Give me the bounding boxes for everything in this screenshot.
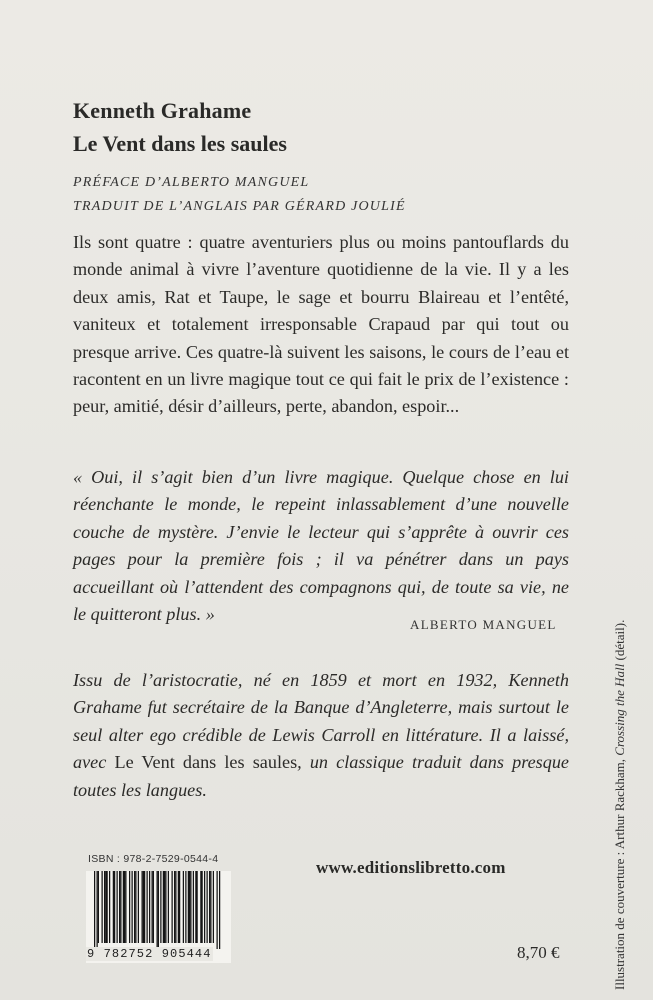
- barcode-bar: [132, 871, 133, 943]
- author-biography: [73, 667, 569, 804]
- barcode-bar: [144, 871, 145, 943]
- barcode-bar: [185, 871, 186, 943]
- barcode-bar: [178, 871, 179, 943]
- barcode-digits: 9 782752 905444: [87, 947, 212, 961]
- barcode-bar: [157, 871, 158, 949]
- barcode-bar: [147, 871, 148, 943]
- barcode-bar: [98, 871, 99, 943]
- barcode-bar: [114, 871, 115, 943]
- barcode-bar: [113, 871, 114, 943]
- barcode-bar: [158, 871, 159, 949]
- barcode-bar: [129, 871, 130, 943]
- translator-credit: TRADUIT DE L’ANGLAIS PAR GÉRARD JOULIÉ: [73, 199, 406, 214]
- barcode-bar: [190, 871, 191, 943]
- barcode-bar: [168, 871, 169, 943]
- barcode-bar: [209, 871, 210, 943]
- barcode-bar: [149, 871, 150, 943]
- barcode-bar: [123, 871, 124, 943]
- barcode-bar: [107, 871, 108, 943]
- barcode-bar: [165, 871, 166, 943]
- barcode-bar: [117, 871, 118, 943]
- barcode-bar: [142, 871, 143, 943]
- barcode-bar: [202, 871, 203, 943]
- barcode-bars: [86, 871, 231, 949]
- author-name: Kenneth Grahame: [73, 98, 252, 123]
- isbn-number: ISBN : 978-2-7529-0544-4: [88, 853, 219, 865]
- barcode-bar: [195, 871, 196, 943]
- barcode-bar: [200, 871, 201, 943]
- barcode-bar: [153, 871, 154, 943]
- preface-credit: PRÉFACE D’ALBERTO MANGUEL: [73, 175, 310, 190]
- barcode-bar: [105, 871, 106, 943]
- barcode-bar: [197, 871, 198, 943]
- barcode-bar: [135, 871, 136, 943]
- barcode-bar: [174, 871, 175, 943]
- barcode-bar: [160, 871, 161, 943]
- barcode-bar: [104, 871, 105, 943]
- barcode-bar: [143, 871, 144, 943]
- manguel-quote: « Oui, il s’agit bien d’un livre magique. Quelque chose en lui réenchante le monde, le repeint inlassablement d’une nouvelle couche de mystère. J’envie le lecteur qui s’apprête à ouvrir ces pages pour la première fois ; il va pénétrer dans un pays accueillant où l’attendent des compagnons qui, de toute sa vie, ne le quitteront plus. »: [73, 467, 569, 625]
- barcode-bar: [175, 871, 176, 943]
- barcode-bar: [120, 871, 121, 943]
- barcode-bar: [94, 871, 95, 949]
- publisher-website: www.editionslibretto.com: [316, 858, 506, 877]
- barcode-bar: [217, 871, 218, 949]
- barcode-bar: [207, 871, 208, 943]
- barcode-bar: [219, 871, 220, 949]
- barcode-bar: [172, 871, 173, 943]
- barcode-bar: [125, 871, 126, 943]
- barcode-bar: [179, 871, 180, 943]
- barcode-bar: [210, 871, 211, 943]
- barcode-bar: [189, 871, 190, 943]
- barcode-bar: [109, 871, 110, 943]
- bio-title-reference: Le Vent dans les saules: [114, 752, 298, 773]
- cover-illustration-credit: Illustration de couverture : Arthur Rackham, Crossing the Hall (détail).: [612, 619, 627, 990]
- summary-paragraph: Ils sont quatre : quatre aventuriers plus ou moins pantouflards du monde animal à vivre l’aventure quotidienne de la vie. Il y a les deux amis, Rat et Taupe, le sage et bourru Blaireau et l’entêté, vaniteux et totalement irresponsable Crapaud par qui tout ou presque arrive. Ces quatre-là suivent les saisons, le cours de l’eau et racontent en un livre magique tout ce qui fait le prix de l’existence : peur, amitié, désir d’ailleurs, perte, abandon, espoir...: [73, 232, 569, 417]
- barcode-bar: [163, 871, 164, 943]
- barcode-bar: [188, 871, 189, 943]
- barcode-bar: [102, 871, 103, 943]
- barcode-bar: [193, 871, 194, 943]
- barcode-bar: [164, 871, 165, 943]
- barcode-bar: [119, 871, 120, 943]
- barcode-bar: [124, 871, 125, 943]
- book-title: Le Vent dans les saules: [73, 131, 287, 156]
- bio-text-end: , un classique traduit dans presque toutes les langues.: [73, 752, 570, 800]
- barcode-bar: [152, 871, 153, 943]
- barcode-bar: [138, 871, 139, 943]
- bio-text-start: Issu de l’aristocratie, né en 1859 et mort en 1932, Kenneth Grahame fut secrétaire de la Banque d’Angleterre, mais surtout le seul alter ego crédible de Lewis Carroll en littérature. Il a laissé, avec: [73, 670, 569, 773]
- barcode-bar: [134, 871, 135, 943]
- price: 8,70 €: [517, 943, 560, 962]
- barcode-bar: [213, 871, 214, 943]
- barcode-bar: [204, 871, 205, 943]
- barcode-bar: [183, 871, 184, 943]
- barcode-bar: [97, 871, 98, 949]
- quote-attribution: ALBERTO MANGUEL: [410, 617, 557, 632]
